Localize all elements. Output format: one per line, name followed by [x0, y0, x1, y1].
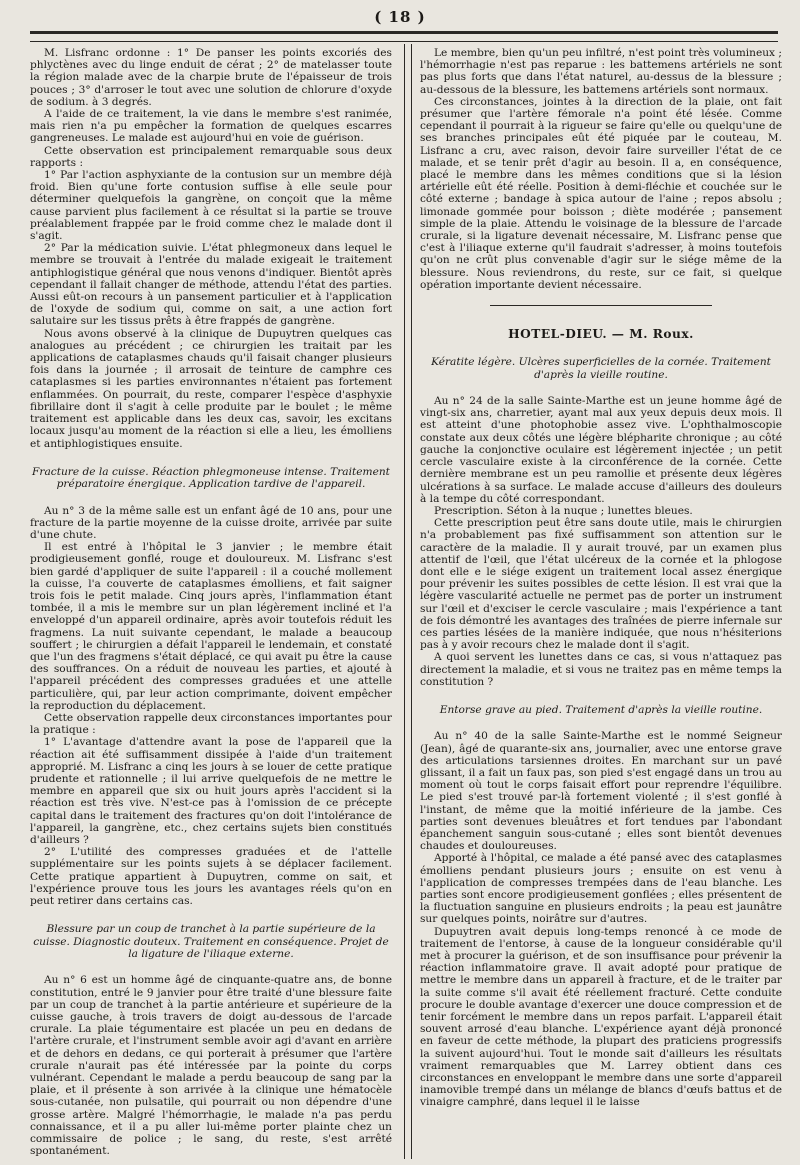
page-number: ( 18 )	[374, 8, 426, 26]
paragraph: Prescription. Séton à la nuque ; lunettes bleues.	[434, 504, 693, 517]
header-rule	[30, 31, 778, 42]
paragraph: 1° Par l'action asphyxiante de la contusion sur un membre déjà froid. Bien qu'une forte contusion suffise à elle seule pour déterminer quelquefois la gangrène, on conçoit que la même cause parvient plus facilement à ce résultat si la partie se trouve préalablement frappée par le froid comme chez le malade dont il s'agit.	[30, 169, 392, 243]
section-rule	[490, 305, 712, 306]
case-heading: Blessure par un coup de tranchet à la partie supérieure de la cuisse. Diagnostic douteux. Traitement en conséquence. Projet de la ligature de l'iliaque externe.	[33, 923, 389, 961]
paragraph: Il est entré à l'hôpital le 3 janvier ; le membre était prodigieusement gonflé, rouge et douloureux. M. Lisfranc s'est bien gardé d'appliquer de suite l'appareil : il a couché mollement la cuisse, l'a couverte de cataplasmes émolliens, et fait saigner trois fois le petit malade. Cinq jours après, l'inflammation étant tombée, il a mis le membre sur un plan légèrement incliné et l'a enveloppé d'un appareil ordinaire, après avoir toutefois réduit les fragmens. La nuit suivante cependant, le malade a beaucoup souffert ; le chirurgien a défait l'appareil le lendemain, et constaté que l'un des fragmens s'était déplacé, ce qui avait pu être la cause des souffrances. On a réduit de nouveau les parties, et ajouté à l'appareil précédent des compresses graduées et une attelle particulière, qui, par leur action comprimante, doivent empêcher la reproduction du déplacement.	[30, 541, 392, 712]
paragraph: Au n° 24 de la salle Sainte-Marthe est un jeune homme âgé de vingt-six ans, charretier, ayant mal aux yeux depuis deux mois. Il est atteint d'une photophobie assez vive. L'ophthalmoscopie constate aux deux côtés une légère blépharite chronique ; au côté gauche la conjonctive oculaire est légèrement injectée ; un petit cercle vasculaire existe à la circonférence de la cornée. Cette dernière membrane est un peu ramollie et présente deux légères ulcérations à sa surface. Le malade accuse d'ailleurs des douleurs à la tempe du côté correspondant.	[420, 395, 782, 505]
section-title: HOTEL-DIEU. — M. Roux.	[508, 327, 694, 342]
paragraph: A l'aide de ce traitement, la vie dans le membre s'est ranimée, mais rien n'a pu empêcher la formation de quelques escarres gangreneuses. Le malade est aujourd'hui en voie de guérison.	[30, 108, 392, 145]
paragraph: Apporté à l'hôpital, ce malade a été pansé avec des cataplasmes émolliens pendant plusieurs jours ; ensuite on est venu à l'application de compresses trempées dans de l'eau blanche. Les parties sont encore prodigieusement gonflées ; elles présentent de la fluctuation sanguine en plusieurs endroits ; la peau est jaunâtre sur quelques points, noirâtre sur d'autres.	[420, 852, 782, 926]
paragraph: Cette observation est principalement remarquable sous deux rapports :	[30, 144, 392, 169]
paragraph: Au n° 40 de la salle Sainte-Marthe est le nommé Seigneur (Jean), âgé de quarante-six ans, journalier, avec une entorse grave des articulations tarsiennes droites. En marchant sur un pavé glissant, il a fait un faux pas, son pied s'est engagé dans un trou au moment où tout le corps faisait effort pour reprendre l'équilibre. Le pied s'est trouvé par-là fortement violenté ; il s'est gonflé à l'instant, de même que la moitié inférieure de la jambe. Ces parties sont devenues bleuâtres et fort tendues par l'abondant épanchement sanguin sous-cutané ; elles sont bientôt devenues chaudes et douloureuses.	[420, 730, 782, 853]
paragraph: Dupuytren avait depuis long-temps renoncé à ce mode de traitement de l'entorse, à cause de la longueur considérable qu'il met à procurer la guérison, et de son insuffisance pour prévenir la réaction inflammatoire grave. Il avait adopté pour pratique de mettre le membre dans un appareil à fracture, et de le traiter par la suite comme s'il avait été réellement fracturé. Cette conduite procure le double avantage d'exercer une douce compression et de tenir forcément le membre dans un repos parfait. L'appareil était souvent arrosé d'eau blanche. L'expérience ayant déjà prononcé en faveur de cette méthode, la plupart des praticiens progressifs la suivent aujourd'hui. Tout le monde sait d'ailleurs les résultats vraiment remarquables que M. Larrey obtient dans ces circonstances en enveloppant le membre dans une sorte d'appareil inamovible trempé dans un mélange de blancs d'œufs battus et de vinaigre camphré, dans lequel il le laisse	[420, 925, 782, 1109]
paragraph: 1° L'avantage d'attendre avant la pose de l'appareil que la réaction ait été suffisamment dissipée à l'aide d'un traitement approprié. M. Lisfranc a cinq les jours à se louer de cette pratique prudente et rationnelle ; il lui arrive quelquefois de ne mettre le membre en appareil que six ou huit jours après l'accident si la réaction est très vive. N'est-ce pas à l'omission de ce précepte capital dans le traitement des fractures qu'on doit l'intolérance de l'appareil, la gangrène, etc., chez certains sujets bien constitués d'ailleurs ?	[30, 736, 392, 846]
paragraph: Cette prescription peut être sans doute utile, mais le chirurgien n'a probablement pas fixé suffisamment son attention sur le caractère de la maladie. Il y aurait trouvé, par un examen plus attentif de l'œil, que l'état ulcéreux de la cornée et la phlogose dont elle e le siége exigent un traitement local assez énergique pour prévenir les suites possibles de cette lésion. Il est vrai que la légère vascularité actuelle ne permet pas de porter un instrument sur l'œil et d'exciser le cercle vasculaire ; mais l'expérience a tant de fois démontré les avantages des traînées de pierre infernale sur ces parties lésées de la manière indiquée, que nous n'hésiterions pas à y avoir recours chez le malade dont il s'agit.	[420, 517, 782, 652]
left-column	[30, 47, 392, 1157]
paragraph: Nous avons observé à la clinique de Dupuytren quelques cas analogues au précédent ; ce chirurgien les traitait par les applications de cataplasmes chauds qu'il faisait changer plusieurs fois dans la journée ; il arrosait de teinture de camphre ces cataplasmes si les parties environnantes n'étaient pas fortement enflammées. On pourrait, du reste, comparer l'espèce d'asphyxie fibrillaire dont il s'agit à celle produite par le boulet ; le même traitement est applicable dans les deux cas, savoir, les excitans locaux jusqu'au moment de la réaction si elle a lieu, les émolliens et antiphlogistiques ensuite.	[30, 327, 392, 450]
paragraph: Le membre, bien qu'un peu infiltré, n'est point très volumineux ; l'hémorrhagie n'est pas reparue : les battemens artériels ne sont pas plus forts que dans l'état naturel, au-dessus de la blessure ; au-dessous de la blessure, les battemens artériels sont normaux.	[420, 47, 782, 96]
paragraph: 2° L'utilité des compresses graduées et de l'attelle supplémentaire sur les points sujets à se déplacer facilement. Cette pratique appartient à Dupuytren, comme on sait, et l'expérience prouve tous les jours les avantages réels qu'on en peut retirer dans certains cas.	[30, 846, 392, 908]
case-heading: Fracture de la cuisse. Réaction phlegmoneuse intense. Traitement préparatoire énergique. Application tardive de l'appareil.	[32, 465, 390, 491]
case-heading: Entorse grave au pied. Traitement d'après la vieille routine.	[439, 703, 763, 716]
paragraph: Ces circonstances, jointes à la direction de la plaie, ont fait présumer que l'artère fémorale n'a point été lésée. Comme cependant il pourrait à la rigueur se faire qu'elle ou quelqu'une de ses branches principales eût été piquée par le couteau, M. Lisfranc a cru, avec raison, devoir faire surveiller l'état de ce malade, et se tenir prêt d'agir au besoin. Il a, en conséquence, placé le membre dans les mêmes conditions que si la lésion artérielle eût été réelle. Position à demi-fléchie et couchée sur le côté externe ; bandage à spica autour de l'aine ; repos absolu ; limonade gommée pour boisson ; diète modérée ; pansement simple de la plaie. Attendu le voisinage de la blessure de l'arcade crurale, si la ligature devenait nécessaire, M. Lisfranc pense que c'est à l'iliaque externe qu'il faudrait s'adresser, à moins toutefois qu'on ne crût plus convenable d'agir sur le siége même de la blessure. Nous reviendrons, du reste, sur ce fait, si quelque opération importante devient nécessaire.	[420, 95, 782, 291]
case-heading: Kératite légère. Ulcères superficielles de la cornée. Traitement d'après la vieille routine.	[431, 356, 771, 381]
paragraph: A quoi servent les lunettes dans ce cas, si vous n'attaquez pas directement la maladie, et si vous ne traitez pas en même temps la constitution ?	[420, 651, 782, 688]
paragraph: 2° Par la médication suivie. L'état phlegmoneux dans lequel le membre se trouvait à l'entrée du malade exigeait le traitement antiphlogistique général que nous venons d'indiquer. Bientôt après cependant il fallait changer de méthode, attendu l'état des parties. Aussi eût-on recours à un pansement particulier et à l'application de l'oxyde de sodium qui, comme on sait, a une action fort salutaire sur les tissus prêts à être frappés de gangrène.	[30, 242, 392, 328]
right-column	[420, 47, 782, 1109]
paragraph: M. Lisfranc ordonne : 1° De panser les points excoriés des phlyctènes avec du linge enduit de cérat ; 2° de matelasser toute la région malade avec de la charpie brute de l'épaisseur de trois pouces ; 3° d'arroser le tout avec une solution de chlorure d'oxyde de sodium. à 3 degrés.	[30, 47, 392, 108]
paragraph: Cette observation rappelle deux circonstances importantes pour la pratique :	[30, 711, 392, 737]
column-divider	[404, 44, 412, 1159]
paragraph: Au n° 3 de la même salle est un enfant âgé de 10 ans, pour une fracture de la partie moyenne de la cuisse droite, arrivée par suite d'une chute.	[30, 504, 392, 541]
paragraph: Au n° 6 est un homme âgé de cinquante-quatre ans, de bonne constitution, entré le 9 janvier pour être traité d'une blessure faite par un coup de tranchet à la partie antérieure et supérieure de la cuisse gauche, à trois travers de doigt au-dessous de l'arcade crurale. La plaie tégumentaire est placée un peu en dedans de l'artère crurale, et l'instrument semble avoir agi d'avant en arrière et de dehors en dedans, ce qui porterait à présumer que l'artère crurale n'aurait pas été intéressée par la pointe du corps vulnérant. Cependant le malade a perdu beaucoup de sang par la plaie, et il présente à son arrivée à la clinique une hématocèle sous-cutanée, non pulsatile, qui pourrait ou non dépendre d'une grosse artère. Malgré l'hémorrhagie, le malade n'a pas perdu connaissance, et il a pu aller lui-même porter plainte chez un commissaire de police ; le sang, du reste, s'est arrêté spontanément.	[30, 974, 392, 1158]
